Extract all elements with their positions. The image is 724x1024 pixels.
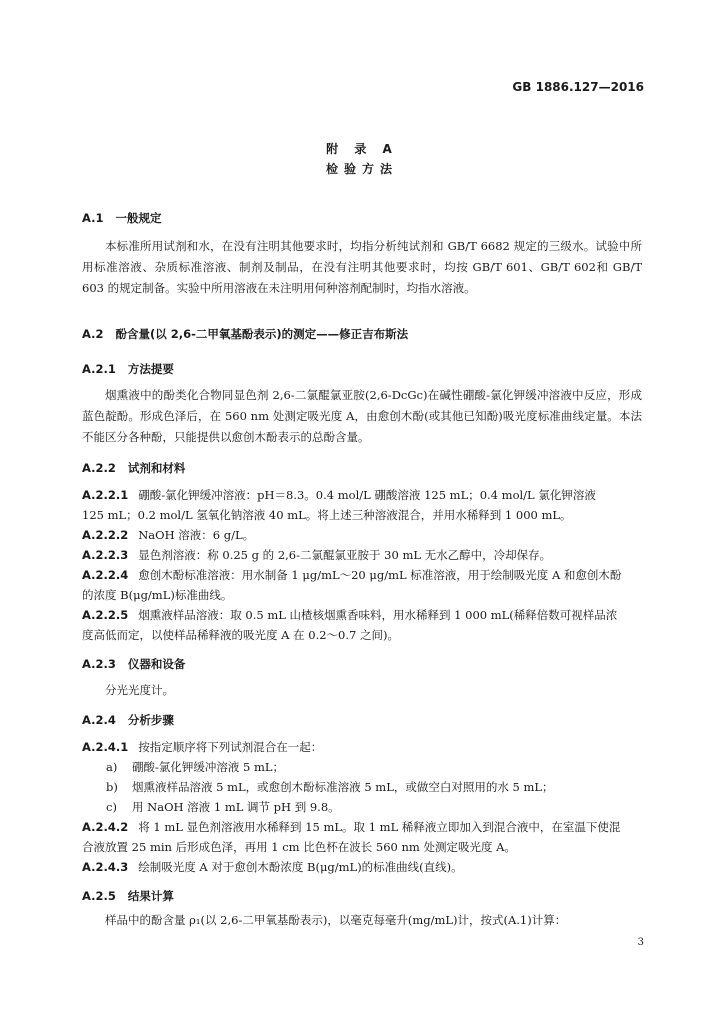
section-title: 仪器和设备 [127,657,186,671]
section-heading-a1 [82,210,161,226]
list-marker: a) [106,760,118,774]
list-item-c [106,799,340,815]
clause-number: A.2.4.3 [82,860,129,874]
clause-a2221 [82,487,596,503]
section-heading-a22 [82,460,185,476]
section-heading-a21 [82,361,174,377]
section-title: 一般规定 [115,211,162,225]
clause-text: 硼酸-氯化钾缓冲溶液：pH＝8.3。0.4 mol/L 硼酸溶液 125 mL；0.4 mol/L 氯化钾溶液 [138,488,596,502]
list-marker: c) [106,800,117,814]
list-text: 硼酸-氯化钾缓冲溶液 5 mL； [132,760,285,774]
section-title: 分析步骤 [127,713,174,727]
clause-number: A.2.2.2 [82,528,129,542]
section-paragraph-a25: 样品中的酚含量 ρ₁(以 2,6-二甲氧基酚表示)，以毫克每毫升(mg/mL)计，按式(A.1)计算： [105,913,567,927]
section-heading-a23 [82,656,185,672]
section-number: A.2.5 [82,889,116,903]
clause-text: NaOH 溶液：6 g/L。 [138,528,255,542]
clause-text: 将 1 mL 显色剂溶液用水稀释到 15 mL。取 1 mL 稀释液立即加入到混合液中，在室温下使混 [138,820,621,834]
list-item-a [106,759,284,775]
section-number: A.1 [82,211,104,225]
appendix-subtitle: 检验方法 [325,162,398,176]
clause-text: 愈创木酚标准溶液：用水制备 1 μg/mL～20 μg/mL 标准溶液，用于绘制吸光度 A 和愈创木酚 [138,568,622,582]
clause-number: A.2.2.1 [82,488,129,502]
list-marker: b) [106,780,118,794]
section-heading-a25 [82,888,174,904]
clause-a2242-cont: 合液放置 25 min 后形成色泽，再用 1 cm 比色杯在波长 560 nm 处测定吸光度 A。 [82,840,516,854]
section-heading-a24 [82,712,174,728]
section-paragraph-a21: 烟熏液中的酚类化合物同显色剂 2,6-二氯醌氯亚胺(2,6-DcGc)在碱性硼酸-氯化钾缓冲溶液中反应，形成蓝色靛酚。形成色泽后，在 560 nm 处测定吸光度 A，由愈创木酚(或其他已知酚)吸光度标准曲线定量。本法不能区分各种酚，只能提供以愈创木酚表示的总酚含量。 [82,388,642,444]
section-number: A.2.2 [82,461,116,475]
clause-a2242 [82,819,620,835]
clause-text: 烟熏液样品溶液：取 0.5 mL 山楂核烟熏香味料，用水稀释到 1 000 mL(稀释倍数可视样品浓 [138,608,618,622]
clause-number: A.2.2.5 [82,608,129,622]
clause-text: 按指定顺序将下列试剂混合在一起： [138,740,323,754]
section-number: A.2.4 [82,713,116,727]
list-item-b [106,779,554,795]
clause-a2225-cont: 度高低而定，以使样品稀释液的吸光度 A 在 0.2～0.7 之间)。 [82,628,399,642]
section-paragraph-a1: 本标准所用试剂和水，在没有注明其他要求时，均指分析纯试剂和 GB/T 6682 规定的三级水。试验中所用标准溶液、杂质标准溶液、制剂及制品，在没有注明其他要求时，均按 GB/T 601、GB/T 602和 GB/T 603 的规定制备。实验中所用溶液在未注明用何种溶剂配制时，均指水溶液。 [82,239,642,295]
section-title: 结果计算 [127,889,174,903]
section-heading-a2 [82,326,408,342]
clause-text: 显色剂溶液：称 0.25 g 的 2,6-二氯醌氯亚胺于 30 mL 无水乙醇中，冷却保存。 [138,548,552,562]
section-title: 试剂和材料 [127,461,186,475]
clause-a2223 [82,547,551,563]
section-number: A.2.3 [82,657,116,671]
clause-number: A.2.4.1 [82,740,129,754]
section-title: 酚含量(以 2,6-二甲氧基酚表示)的测定——修正吉布斯法 [115,327,409,341]
clause-a2243 [82,859,463,875]
clause-a2222 [82,527,254,543]
clause-number: A.2.2.4 [82,568,129,582]
clause-number: A.2.4.2 [82,820,129,834]
list-text: 用 NaOH 溶液 1 mL 调节 pH 到 9.8。 [132,800,340,814]
clause-a2221-cont: 125 mL；0.2 mol/L 氢氧化钠溶液 40 mL。将上述三种溶液混合，并用水稀释到 1 000 mL。 [82,508,572,522]
clause-a2224-cont: 的浓度 B(μg/mL)标准曲线。 [82,588,233,602]
clause-number: A.2.2.3 [82,548,129,562]
section-paragraph-a23: 分光光度计。 [105,683,174,697]
section-title: 方法提要 [127,362,174,376]
clause-a2241 [82,739,322,755]
page-number: 3 [637,937,644,948]
appendix-title: 附 录 A [326,142,398,156]
section-number: A.2 [82,327,104,341]
list-text: 烟熏液样品溶液 5 mL，或愈创木酚标准溶液 5 mL，或做空白对照用的水 5 mL； [132,780,554,794]
clause-a2224 [82,567,621,583]
clause-a2225 [82,607,617,623]
section-number: A.2.1 [82,362,116,376]
standard-code: GB 1886.127—2016 [512,80,644,94]
clause-text: 绘制吸光度 A 对于愈创木酚浓度 B(μg/mL)的标准曲线(直线)。 [138,860,463,874]
